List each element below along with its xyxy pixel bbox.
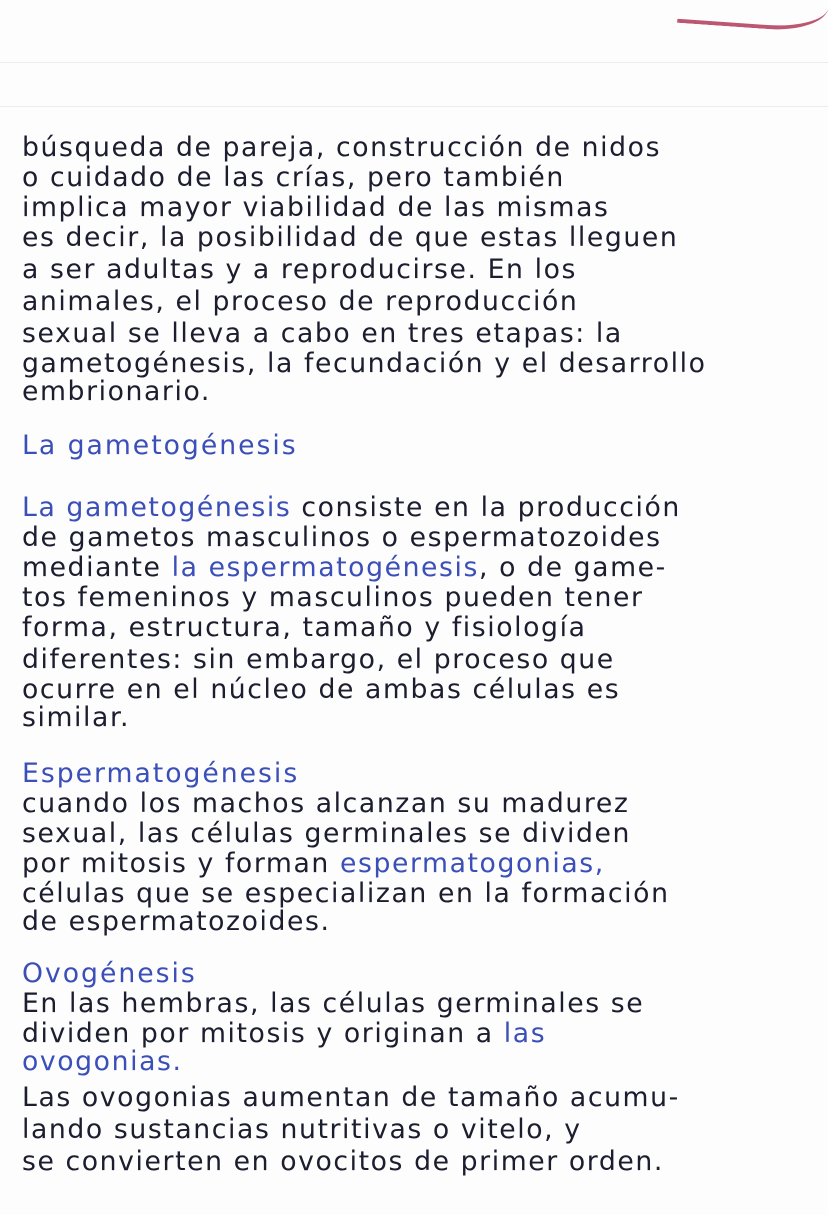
text-line: similar.	[22, 702, 131, 733]
key-term: La gametogénesis	[22, 492, 292, 523]
text-fragment: , o de game-	[479, 552, 667, 583]
text-line: de espermatozoides.	[22, 906, 331, 937]
text-fragment: dividen por mitosis y originan a	[22, 1018, 504, 1049]
text-line	[22, 1018, 812, 1049]
key-term: la espermatogénesis	[171, 552, 480, 583]
text-line: cuando los machos alcanzan su madurez	[22, 788, 630, 819]
text-line: gametogénesis, la fecundación y el desarrollo	[22, 348, 707, 379]
text-line	[22, 848, 812, 879]
key-term-line: ovogonias.	[22, 1046, 183, 1077]
text-line: sexual, las células germinales se dividen	[22, 818, 632, 849]
text-line: Las ovogonias aumentan de tamaño acumu-	[22, 1082, 680, 1113]
section-heading: La gametogénesis	[22, 430, 298, 461]
ruled-line	[0, 106, 828, 107]
text-line: células que se especializan en la formación	[22, 878, 670, 909]
text-line: diferentes: sin embargo, el proceso que	[22, 644, 615, 675]
text-line: lando sustancias nutritivas o vitelo, y	[22, 1114, 582, 1145]
text-line: embrionario.	[22, 376, 211, 407]
section-heading: Espermatogénesis	[22, 758, 300, 789]
text-fragment: por mitosis y forman	[22, 848, 340, 879]
pink-ink-mark	[677, 0, 828, 33]
text-line: sexual se lleva a cabo en tres etapas: la	[22, 318, 623, 349]
text-line: a ser adultas y a reproducirse. En los	[22, 254, 577, 285]
text-line	[22, 492, 812, 523]
text-line	[22, 552, 812, 583]
text-line: ocurre en el núcleo de ambas células es	[22, 674, 621, 705]
text-line: animales, el proceso de reproducción	[22, 286, 579, 317]
text-line: de gametos masculinos o espermatozoides	[22, 522, 662, 553]
section-heading: Ovogénesis	[22, 958, 197, 989]
text-line: En las hembras, las células germinales se	[22, 988, 645, 1019]
text-line: se convierten en ovocitos de primer orden.	[22, 1146, 664, 1177]
text-fragment: mediante	[22, 552, 172, 583]
text-line: implica mayor viabilidad de las mismas	[22, 192, 610, 223]
text-line: búsqueda de pareja, construcción de nidos	[22, 132, 662, 163]
text-line: tos femeninos y masculinos pueden tener	[22, 582, 644, 613]
text-fragment: consiste en la producción	[291, 492, 681, 523]
text-line: forma, estructura, tamaño y fisiología	[22, 612, 587, 643]
key-term: espermatogonias,	[339, 848, 605, 879]
ruled-line	[0, 62, 828, 63]
key-term: las	[503, 1018, 547, 1049]
text-line: o cuidado de las crías, pero también	[22, 162, 565, 193]
text-line: es decir, la posibilidad de que estas lleguen	[22, 222, 679, 253]
